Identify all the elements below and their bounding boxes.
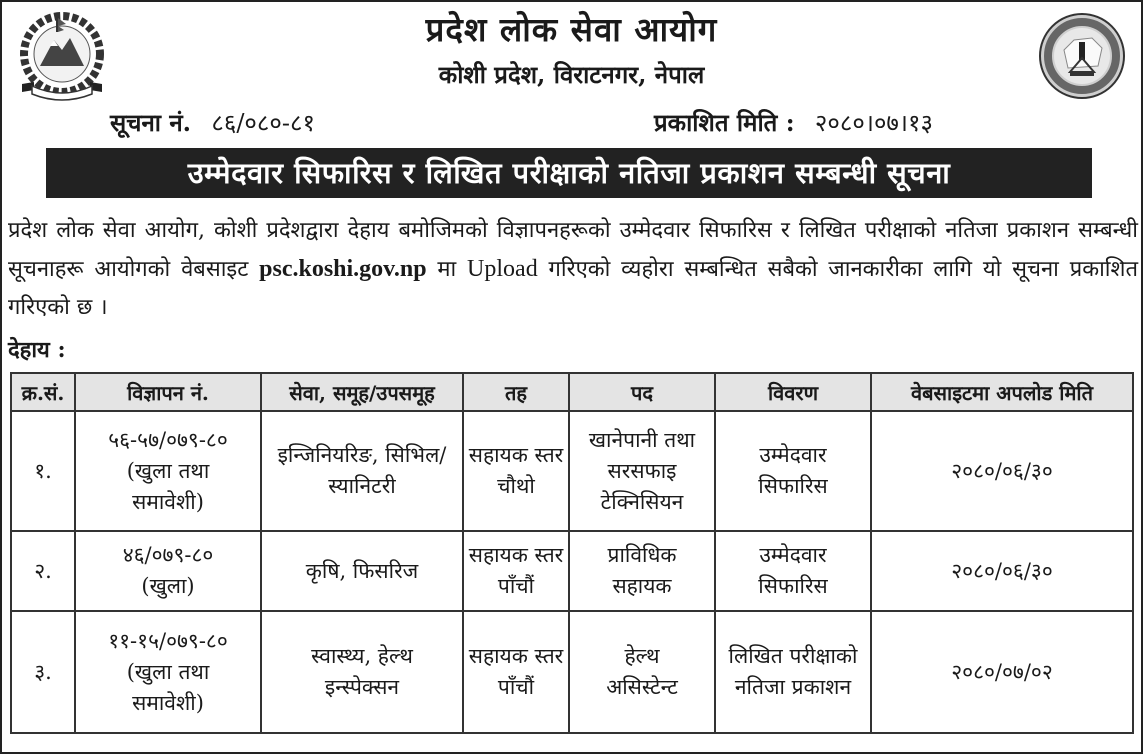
header-serial: क्र.सं.	[11, 373, 75, 411]
commission-address: कोशी प्रदेश, विराटनगर, नेपाल	[438, 60, 705, 89]
notice-number: ८६/०८०-८१	[211, 109, 315, 137]
cell-details: उम्मेदवार सिफारिस	[715, 411, 871, 531]
published-date-label: प्रकाशित मिति :	[654, 108, 795, 137]
table-row	[11, 531, 1133, 611]
header-advertisement-no: विज्ञापन नं.	[75, 373, 261, 411]
cell-advertisement-no	[75, 611, 261, 733]
commission-title: प्रदेश लोक सेवा आयोग	[425, 10, 718, 49]
website-link[interactable]: psc.koshi.gov.np	[259, 256, 427, 282]
header-service-group: सेवा, समूह/उपसमूह	[261, 373, 463, 411]
cell-level: सहायक स्तर पाँचौं	[463, 611, 569, 733]
advertisement-type: (खुला तथा समावेशी)	[126, 659, 210, 715]
upload-word: Upload	[467, 256, 538, 282]
cell-serial: ३.	[11, 611, 75, 733]
table-row	[11, 611, 1133, 733]
body-text-part1: प्रदेश लोक सेवा आयोग, कोशी प्रदेशद्वारा देहाय बमोजिमको विज्ञापनहरूको उम्मेदवार सिफारिस र लिखित परीक्षाको नतिजा प्रकाशन सम्बन्धी सूचनाहरू आयोगको वेबसाइट	[8, 218, 1138, 282]
body-text-part3: गरिएको व्यहोरा सम्बन्धित सबैको जानकारीका लागि यो सूचना प्रकाशित गरिएको छ ।	[8, 257, 1139, 320]
notice-heading-banner: उम्मेदवार सिफारिस र लिखित परीक्षाको नतिजा प्रकाशन सम्बन्धी सूचना	[46, 148, 1092, 198]
advertisement-number: ५६-५७/०७९-८०	[108, 427, 228, 452]
notice-number-line	[110, 106, 315, 139]
cell-serial: २.	[11, 531, 75, 611]
cell-service-group: स्वास्थ्य, हेल्थ इन्स्पेक्सन	[261, 611, 463, 733]
cell-advertisement-no	[75, 531, 261, 611]
cell-service-group: कृषि, फिसरिज	[261, 531, 463, 611]
cell-serial: १.	[11, 411, 75, 531]
header-upload-date: वेबसाइटमा अपलोड मिति	[871, 373, 1133, 411]
header-level: तह	[463, 373, 569, 411]
body-text-part2: मा	[426, 257, 468, 282]
commission-seal-icon	[1032, 10, 1132, 102]
published-date-line	[654, 106, 933, 139]
cell-post: हेल्थ असिस्टेन्ट	[569, 611, 715, 733]
notice-body-paragraph	[8, 212, 1138, 327]
table-header-row	[11, 373, 1133, 411]
cell-details: उम्मेदवार सिफारिस	[715, 531, 871, 611]
cell-level: सहायक स्तर चौथो	[463, 411, 569, 531]
advertisement-number: ११-१५/०७९-८०	[108, 628, 228, 653]
cell-post: प्राविधिक सहायक	[569, 531, 715, 611]
cell-level: सहायक स्तर पाँचौं	[463, 531, 569, 611]
cell-upload-date: २०८०/०६/३०	[871, 531, 1133, 611]
published-date: २०८०।०७।१३	[814, 109, 933, 137]
advertisement-results-table	[10, 372, 1134, 734]
table-row	[11, 411, 1133, 531]
cell-upload-date: २०८०/०६/३०	[871, 411, 1133, 531]
header-post: पद	[569, 373, 715, 411]
advertisement-number: ४६/०७९-८०	[122, 543, 214, 567]
cell-advertisement-no	[75, 411, 261, 531]
cell-details: लिखित परीक्षाको नतिजा प्रकाशन	[715, 611, 871, 733]
advertisement-type: (खुला तथा समावेशी)	[126, 458, 210, 514]
notice-number-label: सूचना नं.	[110, 108, 192, 137]
details-label: देहाय :	[8, 337, 66, 363]
cell-post: खानेपानी तथा सरसफाइ टेक्निसियन	[569, 411, 715, 531]
advertisement-type: (खुला)	[141, 574, 195, 598]
cell-service-group: इन्जिनियरिङ, सिभिल/स्यानिटरी	[261, 411, 463, 531]
cell-upload-date: २०८०/०७/०२	[871, 611, 1133, 733]
header-details: विवरण	[715, 373, 871, 411]
